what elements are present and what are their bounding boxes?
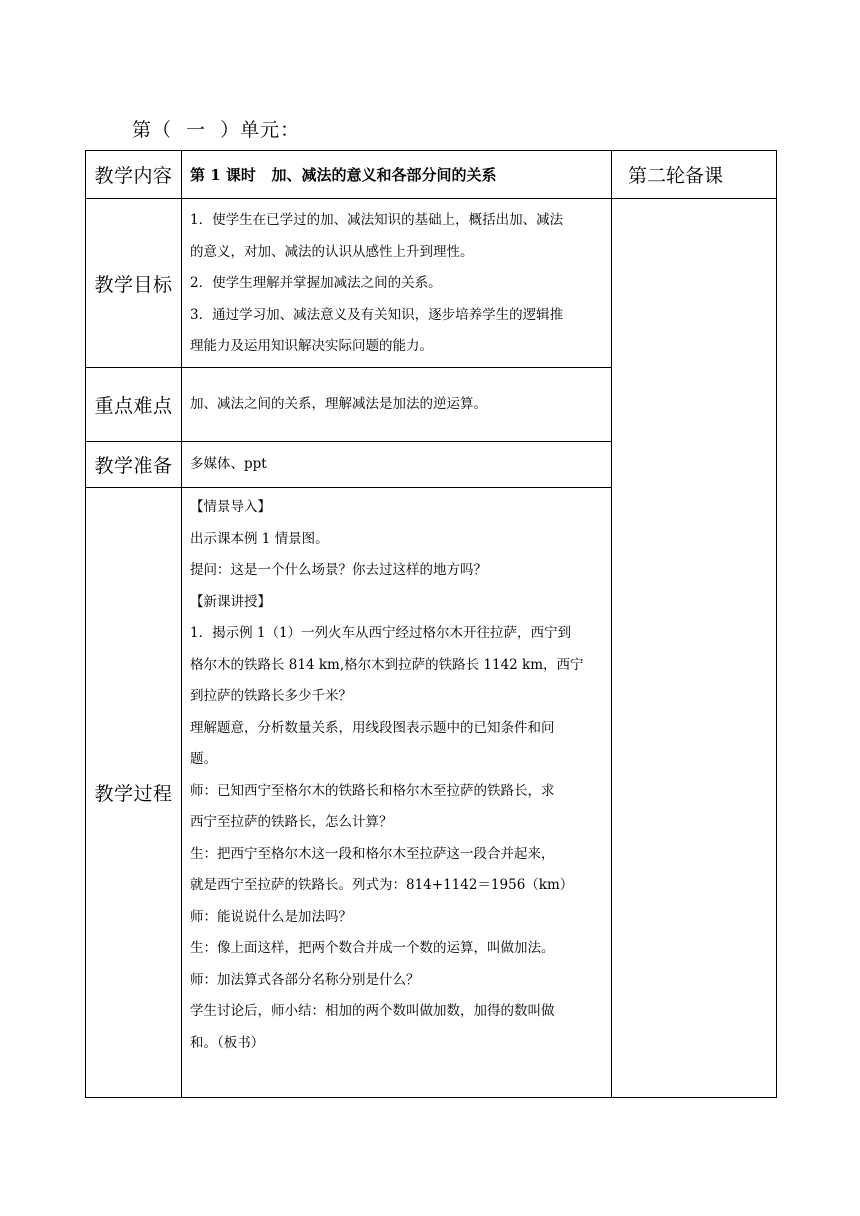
lesson-title-cell xyxy=(182,151,612,199)
objective-line: 理能力及运用知识解决实际问题的能力。 xyxy=(190,338,433,355)
process-line: 到拉萨的铁路长多少千米？ xyxy=(190,688,352,704)
lesson-title: 第 1 课时 加、减法的意义和各部分间的关系 xyxy=(190,166,497,184)
process-line: 生：把西宁至格尔木这一段和格尔木至拉萨这一段合并起来， xyxy=(190,845,555,862)
process-line: 理解题意，分析数量关系，用线段图表示题中的已知条件和问 xyxy=(190,719,555,736)
row-teaching-content xyxy=(86,151,777,199)
key-points-text: 加、减法之间的关系，理解减法是加法的逆运算。 xyxy=(190,395,487,412)
process-line: 格尔木的铁路长 814 km,格尔木到拉萨的铁路长 1142 km，西宁 xyxy=(190,656,584,673)
process-line: 和。（板书） xyxy=(190,1034,265,1051)
objectives-cell xyxy=(182,199,612,368)
process-line: 师：加法算式各部分名称分别是什么？ xyxy=(190,971,420,988)
process-line: 生：像上面这样，把两个数合并成一个数的运算，叫做加法。 xyxy=(190,940,555,956)
teaching-prep-text: 多媒体、ppt xyxy=(190,455,267,472)
process-line: 学生讨论后，师小结：相加的两个数叫做加数，加得的数叫做 xyxy=(190,1003,555,1019)
objective-line: 3．通过学习加、减法意义及有关知识，逐步培养学生的逻辑推 xyxy=(190,306,564,323)
label-second-round-prep: 第二轮备课 xyxy=(612,151,777,199)
key-points-cell xyxy=(182,368,612,442)
label-teaching-prep: 教学准备 xyxy=(86,442,182,488)
label-key-points: 重点难点 xyxy=(86,368,182,442)
label-teaching-content: 教学内容 xyxy=(86,151,182,199)
process-line: 就是西宁至拉萨的铁路长。列式为：814+1142＝1956（km） xyxy=(190,877,574,893)
objectives-text xyxy=(182,203,611,363)
teaching-process-cell xyxy=(182,488,612,1098)
process-line: 师：已知西宁至格尔木的铁路长和格尔木至拉萨的铁路长，求 xyxy=(190,782,555,799)
teaching-prep-cell xyxy=(182,442,612,488)
second-round-prep-cell xyxy=(612,199,777,1098)
unit-heading: 第（ 一 ）单元： xyxy=(132,119,301,141)
label-teaching-process: 教学过程 xyxy=(86,488,182,1098)
process-line: 师：能说说什么是加法吗？ xyxy=(190,908,352,925)
process-line: 提问：这是一个什么场景？你去过这样的地方吗？ xyxy=(190,562,487,578)
process-line: 【新课讲授】 xyxy=(190,593,271,610)
process-line: 出示课本例 1 情景图。 xyxy=(190,530,329,547)
teaching-process-text xyxy=(182,488,611,1059)
process-line: 题。 xyxy=(190,751,217,767)
process-line: 【情景导入】 xyxy=(190,499,271,515)
process-line: 西宁至拉萨的铁路长，怎么计算？ xyxy=(190,814,393,830)
label-teaching-objectives: 教学目标 xyxy=(86,199,182,368)
objective-line: 1．使学生在已学过的加、减法知识的基础上，概括出加、减法 xyxy=(190,212,564,229)
objective-line: 的意义，对加、减法的认识从感性上升到理性。 xyxy=(190,243,474,260)
row-teaching-objectives xyxy=(86,199,777,368)
objective-line: 2．使学生理解并掌握加减法之间的关系。 xyxy=(190,275,442,292)
lesson-plan-table xyxy=(85,150,777,1098)
process-line: 1．揭示例 1（1）一列火车从西宁经过格尔木开往拉萨，西宁到 xyxy=(190,625,572,641)
